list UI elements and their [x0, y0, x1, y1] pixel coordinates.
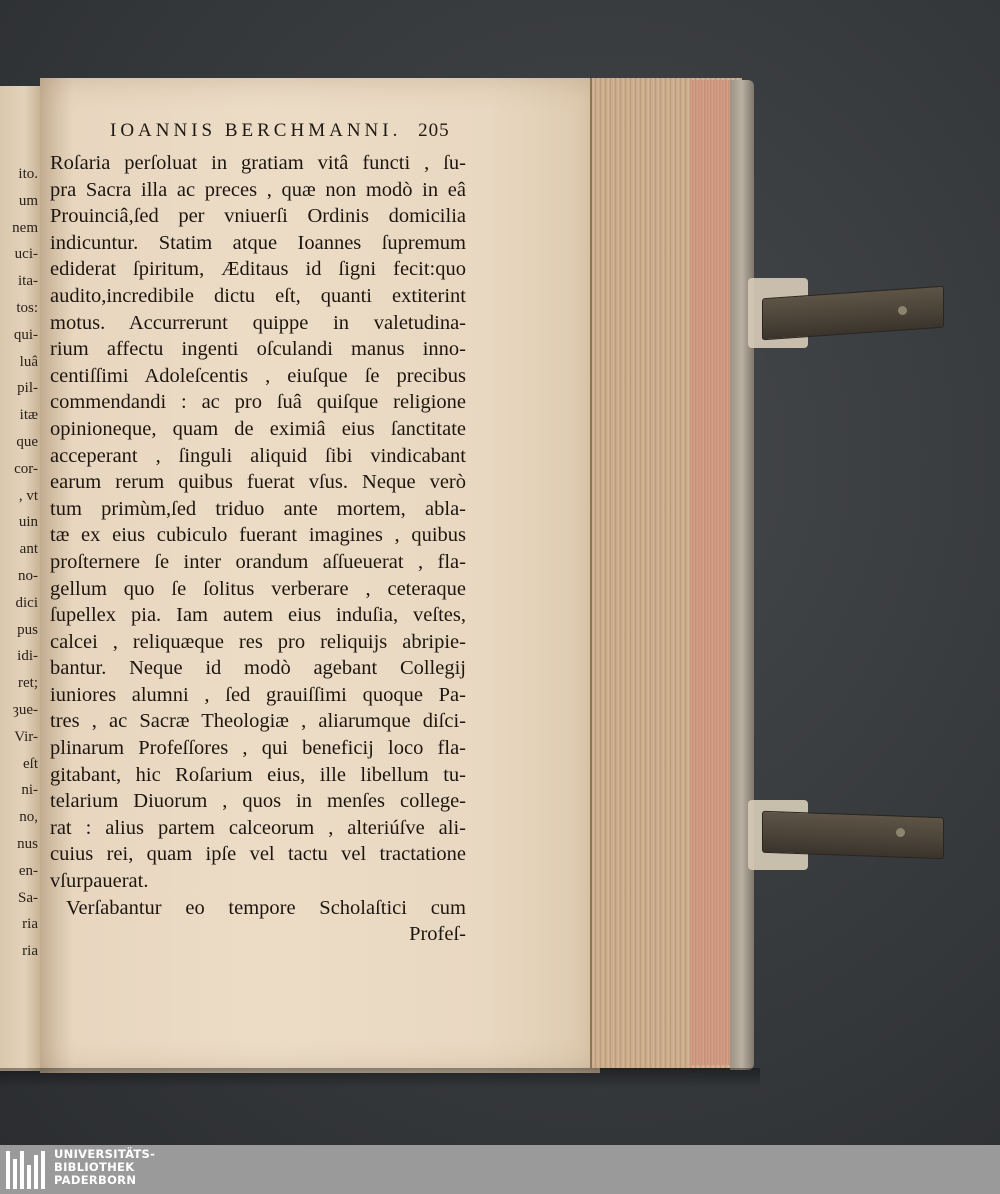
text-line: tum primùm,ſed triduo ante mortem, abla- [50, 497, 466, 520]
left-page-edge [0, 86, 41, 1071]
left-page-fragment: Sa- [18, 889, 38, 906]
left-page-fragment: , vt [18, 487, 38, 504]
text-line: tres , ac Sacræ Theologiæ , aliarumque diſci- [50, 710, 466, 733]
book-page [40, 78, 600, 1073]
clasp-strap [762, 811, 944, 859]
institution-line: BIBLIOTHEK [54, 1160, 135, 1174]
left-page-fragment: ret; [18, 675, 38, 692]
institution-line: UNIVERSITÄTS- [54, 1147, 156, 1161]
text-line: motus. Accurrerunt quippe in valetudina- [50, 311, 466, 334]
left-page-fragment: pus [17, 621, 38, 638]
text-line: Prouinciâ,ſed per vniuerſi Ordinis domicilia [50, 205, 466, 228]
text-line: audito,incredibile dictu eſt, quanti extiterint [50, 284, 466, 307]
text-line: rat : alius partem calceorum , alteriúſve ali- [50, 816, 466, 839]
left-page-fragment: idi- [17, 648, 38, 665]
institution-line: PADERBORN [54, 1173, 137, 1187]
left-page-fragment: ȝue- [12, 702, 38, 718]
text-line: proſternere ſe inter orandum aſſueuerat , fla- [50, 550, 466, 573]
text-line: vſurpauerat. [50, 870, 149, 893]
left-page-fragment: itæ [19, 407, 38, 424]
text-line: pra Sacra illa ac preces , quæ non modò in eâ [50, 178, 466, 201]
text-line: commendandi : ac pro ſuâ quiſque religione [50, 391, 466, 414]
running-head-title: IOANNIS BERCHMANNI. [110, 120, 402, 141]
text-line: plinarum Profeſſores , qui beneficij loco fla- [50, 737, 466, 760]
left-page-fragment: no, [19, 809, 38, 826]
text-line: telarium Diuorum , quos in menſes college- [50, 790, 466, 813]
left-page-fragment: tos: [16, 300, 38, 316]
text-line: indicuntur. Statim atque Ioannes ſupremum [50, 231, 466, 254]
book-fore-edge-red [690, 80, 730, 1065]
clasp-upper [748, 278, 948, 348]
left-page-fragment: luâ [19, 353, 38, 370]
text-line: opinioneque, quam de eximiâ eius ſanctitate [50, 417, 466, 440]
left-page-fragment: um [18, 192, 38, 209]
text-line: ſupellex pia. Iam autem eius induſia, veſtes, [50, 604, 466, 627]
left-page-fragment: pil- [17, 380, 38, 397]
left-page-fragment: uin [18, 514, 38, 531]
body-text [50, 150, 466, 948]
text-line: gellum quo ſe ſolitus verberare , ceteraque [50, 577, 466, 600]
left-page-fragment: uci- [14, 246, 38, 263]
left-page-fragment: ant [19, 541, 38, 558]
library-logo-icon [6, 1151, 46, 1189]
left-page-fragment: ita- [18, 273, 38, 290]
left-page-fragment: ria [22, 943, 38, 960]
text-line: ediderat ſpiritum, Æditaus id ſigni fecit:quo [50, 258, 466, 281]
left-page-fragment: cor- [14, 460, 38, 477]
left-page-fragment: Vir- [14, 728, 38, 745]
page-shadow [0, 1068, 760, 1088]
institution-name [54, 1148, 155, 1187]
text-line: bantur. Neque id modò agebant Collegij [50, 657, 466, 680]
text-line: earum rerum quibus fuerat vſus. Neque verò [50, 471, 466, 494]
text-line: cuius rei, quam ipſe vel tactu vel tractatione [50, 843, 466, 866]
text-line: gitabant, hic Roſarium eius, ille libellum tu- [50, 763, 466, 786]
left-page-fragment: ni- [21, 782, 38, 799]
library-footer [0, 1145, 1000, 1194]
left-page-fragment: nus [17, 836, 38, 852]
text-line: tæ ex eius cubiculo fuerant imagines , quibus [50, 524, 466, 547]
text-line: iuniores alumni , ſed grauiſſimi quoque Pa- [50, 683, 466, 706]
left-page-fragment: ito. [18, 166, 38, 182]
clasp-lower [748, 800, 948, 870]
rivet-icon [898, 306, 907, 315]
left-page-fragment: no- [18, 568, 38, 584]
left-page-fragment: nem [12, 219, 38, 236]
running-head [110, 120, 530, 142]
text-line: Verſabantur eo tempore Scholaſtici cum [66, 896, 466, 919]
text-line: calcei , reliquæque res pro reliquijs abripie- [50, 630, 466, 653]
left-page-fragment: qui- [13, 326, 38, 343]
left-page-fragment: ria [22, 916, 38, 933]
left-page-fragment: eſt [23, 755, 38, 772]
left-page-fragment: que [16, 434, 38, 450]
left-page-fragment: dici [15, 594, 38, 611]
book-cover-edge [730, 80, 754, 1070]
text-line: rium affectu ingenti oſculandi manus inno- [50, 338, 466, 361]
left-page-fragment: en- [18, 862, 38, 879]
text-line: Profeſ- [409, 923, 466, 946]
page-number: 205 [418, 120, 450, 141]
text-line: Roſaria perſoluat in gratiam vitâ functi , ſu- [50, 152, 466, 174]
rivet-icon [896, 828, 905, 837]
text-line: acceperant , ſinguli aliquid ſibi vindicabant [50, 444, 466, 467]
text-line: centiſſimi Adoleſcentis , eiuſque ſe precibus [50, 364, 466, 387]
